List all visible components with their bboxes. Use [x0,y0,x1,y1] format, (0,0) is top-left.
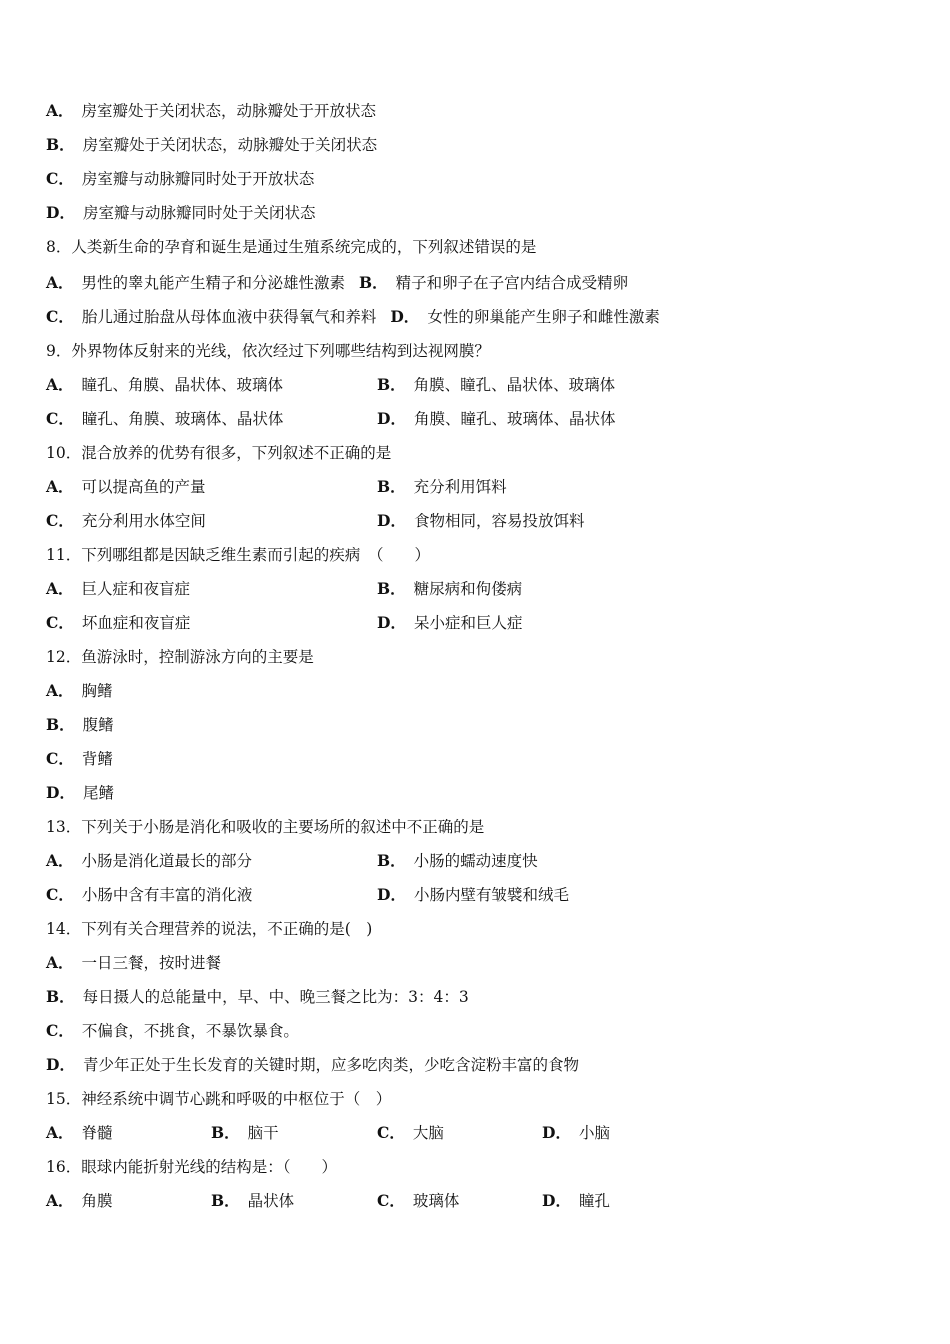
question-7-option-b [46,134,377,156]
option-a [46,1190,113,1212]
option-label: D． [46,1055,75,1074]
option-label: B． [377,579,406,598]
option-text: 房室瓣与动脉瓣同时处于开放状态 [81,170,315,188]
option-text: 小肠内壁有皱襞和绒毛 [413,886,569,904]
option-text: 青少年正处于生长发育的关键时期，应多吃肉类，少吃含淀粉丰富的食物 [82,1056,579,1074]
option-b [377,374,615,396]
question-12-option-d [46,782,114,804]
option-label: C． [46,169,74,188]
option-text: 糖尿病和佝偻病 [413,580,523,598]
option-text: 一日三餐，按时进餐 [81,954,222,972]
question-12-option-a [46,680,113,702]
option-text: 呆小症和巨人症 [413,614,523,632]
option-c [46,884,252,906]
option-text: 小肠的蠕动速度快 [413,852,538,870]
option-d [377,612,522,634]
option-c [46,612,190,634]
option-c [46,510,206,532]
option-label: D． [542,1123,571,1142]
option-text: 角膜 [81,1192,113,1210]
question-13-stem: 13．下列关于小肠是消化和吸收的主要场所的叙述中不正确的是 [46,818,485,836]
option-text: 角膜、瞳孔、玻璃体、晶状体 [413,410,616,428]
option-text: 瞳孔、角膜、晶状体、玻璃体 [81,376,284,394]
option-label: D． [377,885,406,904]
option-text: 坏血症和夜盲症 [81,614,191,632]
option-label: A． [46,101,74,120]
option-c [377,1122,444,1144]
option-label: C． [46,749,74,768]
option-text: 脑干 [247,1124,279,1142]
option-text: 小肠中含有丰富的消化液 [81,886,253,904]
option-text: 房室瓣处于关闭状态，动脉瓣处于开放状态 [81,102,377,120]
option-text: 胎儿通过胎盘从母体血液中获得氧气和养料 [81,308,377,326]
option-text: 晶状体 [247,1192,295,1210]
option-text: 背鳍 [81,750,113,768]
option-a [46,850,252,872]
question-9-stem: 9．外界物体反射来的光线，依次经过下列哪些结构到达视网膜？ [46,342,490,360]
option-d [542,1190,610,1212]
option-label: D． [377,409,406,428]
option-b [377,578,522,600]
option-text: 男性的睾丸能产生精子和分泌雄性激素 [81,274,346,292]
option-label: B． [46,715,75,734]
option-label: C． [46,1021,74,1040]
option-label: D． [542,1191,571,1210]
question-10-stem: 10．混合放养的优势有很多，下列叙述不正确的是 [46,444,392,462]
option-text: 玻璃体 [412,1192,460,1210]
option-text: 可以提高鱼的产量 [81,478,206,496]
option-text: 小脑 [578,1124,610,1142]
option-a [46,1122,113,1144]
option-label: B． [377,477,406,496]
option-label: D． [46,783,75,802]
option-c [46,408,283,430]
option-text: 房室瓣与动脉瓣同时处于关闭状态 [82,204,316,222]
question-14-stem: 14．下列有关合理营养的说法，不正确的是( ) [46,920,373,938]
question-11-stem: 11．下列哪组都是因缺乏维生素而引起的疾病 （ ） [46,546,430,564]
option-label: A． [46,579,74,598]
option-text: 瞳孔 [578,1192,610,1210]
option-label: A． [46,375,74,394]
option-a [46,374,283,396]
option-d [377,408,615,430]
option-label: C． [377,1191,405,1210]
option-label: B． [211,1123,240,1142]
option-label: D． [46,203,75,222]
option-label: A． [46,681,74,700]
question-12-option-b [46,714,114,736]
option-label: C． [377,1123,405,1142]
option-text: 食物相同，容易投放饵料 [413,512,585,530]
option-text: 巨人症和夜盲症 [81,580,191,598]
option-label: B． [359,273,388,292]
option-label: B． [211,1191,240,1210]
question-16-stem: 16．眼球内能折射光线的结构是：（ ） [46,1158,337,1176]
option-text: 角膜、瞳孔、晶状体、玻璃体 [413,376,616,394]
option-label: B． [377,375,406,394]
option-text: 女性的卵巢能产生卵子和雌性激素 [427,308,660,326]
option-label: C． [46,409,74,428]
question-14-option-b [46,986,469,1008]
option-d [377,510,584,532]
option-label: D． [377,613,406,632]
option-c [377,1190,459,1212]
option-d [542,1122,610,1144]
option-d [377,884,569,906]
question-7-option-d [46,202,315,224]
option-label: A． [46,1123,74,1142]
option-text: 瞳孔、角膜、玻璃体、晶状体 [81,410,284,428]
option-label: B． [46,987,75,1006]
question-12-option-c [46,748,113,770]
option-text: 每日摄人的总能量中，早、中、晚三餐之比为：3：4：3 [82,988,469,1006]
option-label: A． [46,273,74,292]
question-14-option-c [46,1020,299,1042]
option-b [211,1122,279,1144]
option-a [46,578,190,600]
option-b [377,476,507,498]
option-label: C． [46,885,74,904]
option-text: 小肠是消化道最长的部分 [81,852,253,870]
question-12-stem: 12．鱼游泳时，控制游泳方向的主要是 [46,648,314,666]
option-label: C． [46,307,74,326]
question-8-stem: 8．人类新生命的孕育和诞生是通过生殖系统完成的，下列叙述错误的是 [46,238,537,256]
option-text: 精子和卵子在子宫内结合成受精卵 [395,274,629,292]
option-text: 尾鳍 [82,784,114,802]
option-label: C． [46,511,74,530]
question-8-options-cd [46,306,660,328]
option-label: A． [46,851,74,870]
option-text: 腹鳍 [82,716,114,734]
option-text: 不偏食，不挑食，不暴饮暴食。 [81,1022,299,1040]
option-text: 脊髓 [81,1124,113,1142]
option-label: D． [377,511,406,530]
option-text: 充分利用饵料 [413,478,507,496]
option-b [211,1190,294,1212]
question-14-option-d [46,1054,579,1076]
option-label: C． [46,613,74,632]
option-a [46,476,206,498]
option-text: 大脑 [412,1124,444,1142]
question-7-option-c [46,168,314,190]
question-14-option-a [46,952,221,974]
option-label: A． [46,1191,74,1210]
question-8-options-ab [46,272,628,294]
option-text: 房室瓣处于关闭状态，动脉瓣处于关闭状态 [82,136,378,154]
option-text: 胸鳍 [81,682,113,700]
option-b [377,850,538,872]
option-label: B． [377,851,406,870]
option-label: A． [46,477,74,496]
question-7-option-a [46,100,376,122]
option-label: D． [390,307,420,326]
option-text: 充分利用水体空间 [81,512,206,530]
option-label: B． [46,135,75,154]
option-label: A． [46,953,74,972]
question-15-stem: 15．神经系统中调节心跳和呼吸的中枢位于（ ） [46,1090,392,1108]
